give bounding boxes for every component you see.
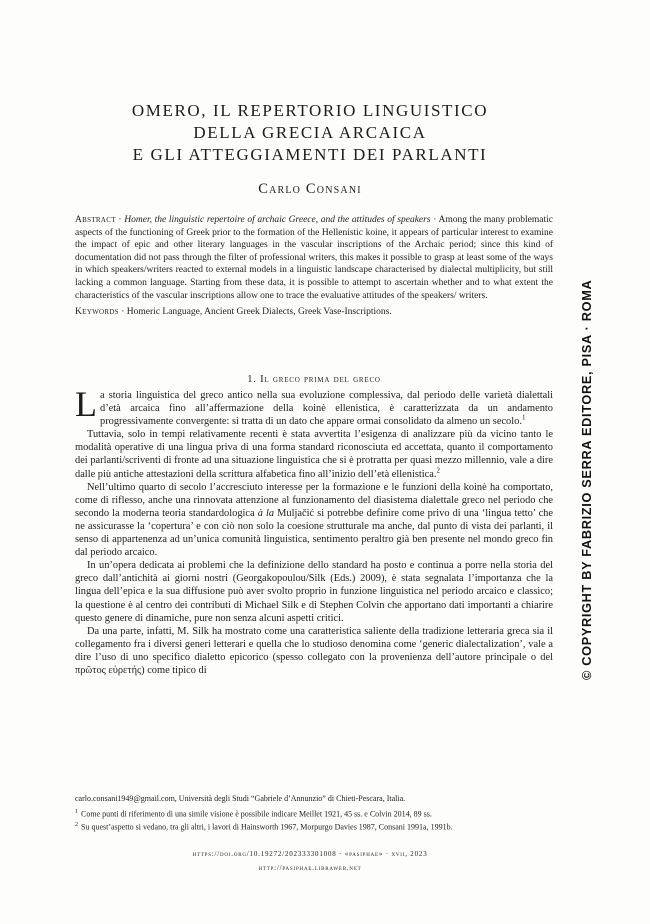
keywords-label: Keywords (75, 307, 119, 318)
footnote-mark: 1 (75, 809, 78, 815)
keywords-text: Homeric Language, Ancient Greek Dialects, Greek Vase-Inscriptions. (126, 307, 392, 318)
paragraph-text: Tuttavia, solo in tempi relativamente recenti è stata avvertita l’esigenza di analizzare più da vicino tanto le modalità operative di una lingua priva di una forma standard riconosciuta ed accettata, quanto il comportamento dei parlanti/scriventi di fronte ad una situazione linguistica che si è protratta per quasi mezzo millennio, vale a dire dalle più antiche attestazioni della scrittura alfabetica fino all’inizio dell’età ellenistica. (75, 429, 553, 480)
title-line: OMERO, IL REPERTORIO LINGUISTICO (131, 101, 489, 120)
footnote-ref[interactable]: 2 (436, 466, 440, 475)
footnote-text: Come punti di riferimento di una simile visione è possibile indicare Meillet 1921, 45 ss. e Colvin 2014, 89 ss. (81, 809, 432, 819)
copyright-sideband: © COPYRIGHT BY FABRIZIO SERRA EDITORE, PISA · ROMA (580, 279, 594, 680)
author-affiliation: carlo.consani1949@gmail.com, Università degli Studi “Gabriele d’Annunzio” di Chieti-Pescara, Italia. (75, 794, 406, 803)
body-text (75, 384, 553, 677)
footnote-text: Su quest’aspetto si vedano, tra gli altri, i lavori di Hainsworth 1967, Morpurgo Davies 1987, Consani 1991a, 1991b. (81, 822, 453, 832)
separator: · (430, 215, 439, 225)
paragraph-text: In un’opera dedicata ai problemi che la definizione dello standard ha posto e continua a porre nella storia del greco dall’antichità ai giorni nostri (Georgakopoulou/Silk (Eds.) 2009), è stata segnalata l’importanza che la lingua dell’epica e la sua diffusione può aver svolto proprio in funzione linguistica nel periodo arcaico e classico; la questione è al centro dei contributi di Michael Silk e di Stephen Colvin che apportano dati importanti a chiarire questo genere di dinamiche, pure non senza alcuni aspetti critici. (75, 560, 553, 624)
abstract-label: Abstract (75, 215, 116, 225)
paragraph-text: Muljačić si potrebbe definire come privo di una ‘lingua tetto’ che ne assicurasse la ‘copertura’ e con ciò non solo la coesione strutturale ma anche, dal punto di vista dei parlanti, il senso di appartenenza ad un’unica comunità linguistica, sentimento peraltro già ben presente nel mondo greco fin dal periodo arcaico. (75, 507, 553, 559)
doi-line[interactable]: https://doi.org/10.19272/202333301008 · «pasiphae» · xvii, 2023 (192, 850, 428, 858)
abstract-paragraph (75, 214, 553, 302)
paragraph-text: Da una parte, infatti, M. Silk ha mostrato come una caratteristica saliente della tradizione letteraria greca sia il collegamento fra i diversi generi letterari e quella che lo studioso denomina come ‘generic dialectalization’, vale a dire l’uso di uno specifico dialetto epicorico (spesso collegato con la provenienza dell’autore principale o del πρῶτος εὑρετής) come tipico di (75, 625, 553, 676)
abstract-block (75, 214, 553, 319)
abstract-text: Among the many problematic aspects of the functioning of Greek prior to the formation of the Hellenistic koine, it appears of particular interest to examine the impact of epic and other literary languages in the vascular inscriptions of the Archaic period; since this kind of documentation did not pass through the filter of professional writers, this makes it possible to grasp at least some of the ways in which speakers/writers reacted to external models in a linguistic landscape characterised by dialectal multiplicity, but still lacking a common language. Starting from these data, it is possible to attempt to ascertain whether and to what extent the characteristics of the vascular inscriptions allow one to trace the evaluative attitudes of the speakers/ writers. (75, 215, 554, 301)
body-paragraph (75, 559, 553, 624)
footnote-ref[interactable]: 1 (521, 413, 526, 422)
title-line: E GLI ATTEGGIAMENTI DEI PARLANTI (132, 145, 488, 164)
footnotes (75, 793, 553, 832)
abstract-english-title: Homer, the linguistic repertoire of archaic Greece, and the attitudes of speakers (124, 215, 431, 225)
body-paragraph (75, 481, 553, 560)
section-heading: 1. Il greco prima del greco (247, 374, 381, 385)
italic-phrase: à la (257, 507, 275, 519)
drop-cap: L (75, 384, 97, 424)
paragraph-text: Nell’ultimo quarto di secolo l’accresciuto interesse per la formazione e le funzioni della koinè ha comportato, come di riflesso, anche una rinnovata attenzione al funzionamento del diasistema dialettale greco nel periodo che secondo la moderna teoria standardologica (75, 481, 553, 519)
separator: · (115, 215, 125, 225)
article-title (60, 100, 560, 166)
body-paragraph (75, 625, 553, 677)
separator: · (118, 307, 127, 318)
footnote-mark: 2 (75, 821, 78, 828)
title-line: DELLA GRECIA ARCAICA (193, 123, 427, 142)
keywords-paragraph (75, 306, 553, 319)
author-name: Carlo Consani (258, 181, 362, 197)
footnote (75, 807, 553, 820)
journal-url[interactable]: http://pasiphae.libraweb.net (258, 864, 362, 872)
paragraph-text: a storia linguistica del greco antico nella sua evoluzione complessiva, dal periodo delle varietà dialettali d’età arcaica fino all’affermazione della koinè ellenistica, è caratterizzata da un andamento progressivamente convergente: si tratta di un dato che appare ormai consolidato da almeno un secolo. (100, 390, 553, 428)
body-paragraph (75, 384, 553, 428)
footnote (75, 820, 553, 833)
body-paragraph (75, 428, 553, 480)
